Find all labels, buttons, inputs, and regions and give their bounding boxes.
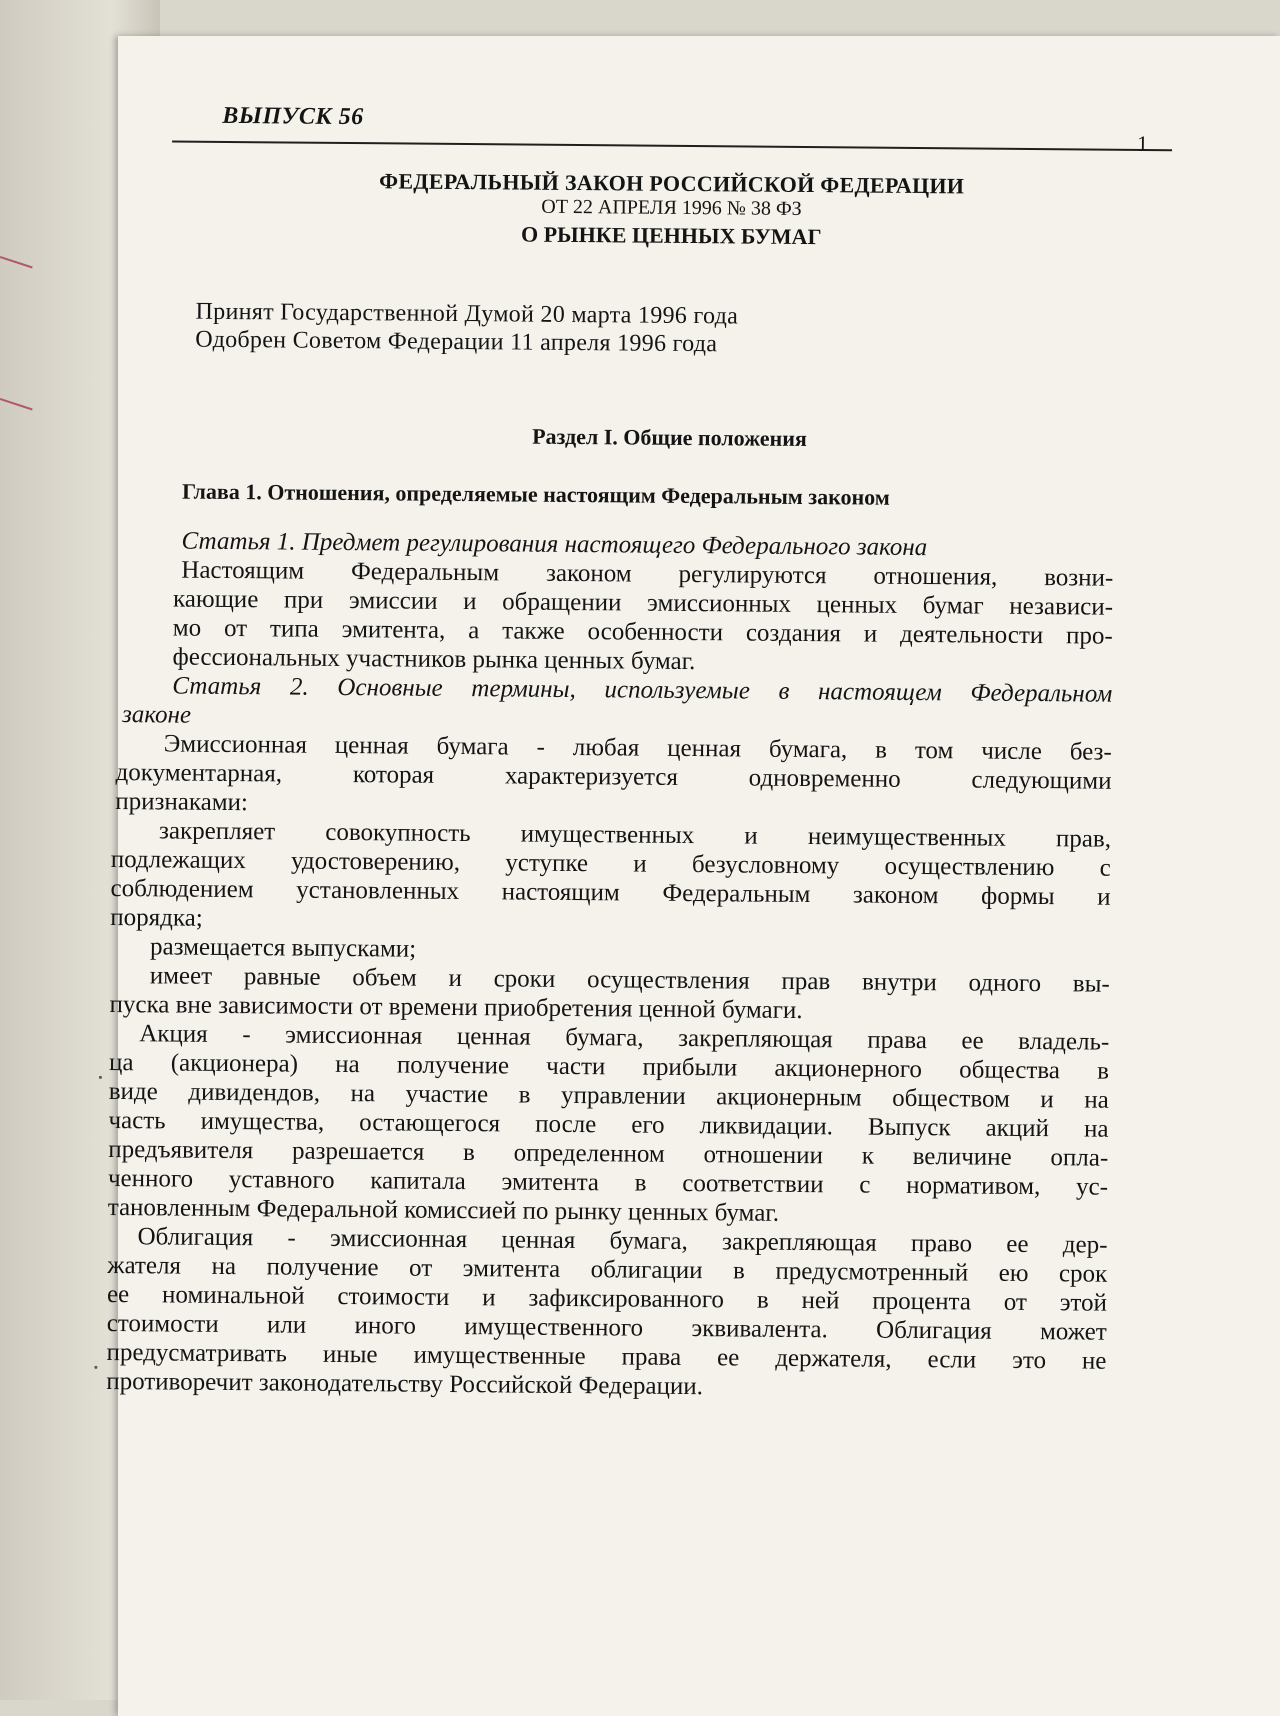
body-line: предусматривать иные имущественные права ее держателя, если это не [106, 1338, 1107, 1375]
body-line: ее номинальной стоимости и зафиксированного в ней процента от этой [106, 1280, 1108, 1317]
margin-mark [0, 256, 33, 268]
law-subject: О РЫНКЕ ЦЕННЫХ БУМАГ [520, 221, 822, 250]
document-page [106, 36, 1280, 1716]
body-line: противоречит законодательству Российской Федерации. [106, 1367, 704, 1401]
body-line: Эмиссионная ценная бумага - любая ценная бумага, в том числе без- [163, 730, 1112, 766]
section-heading: Раздел I. Общие положения [532, 423, 807, 452]
body-line: виде дивидендов, на участие в управлении акционерным обществом и на [108, 1077, 1109, 1114]
body-line: закрепляет совокупность имущественных и неимущественных прав, [158, 817, 1112, 853]
body-line: размещается выпусками; [149, 933, 417, 963]
law-body-text [106, 526, 1114, 1405]
body-line: пуска вне зависимости от времени приобретения ценной бумаги. [109, 990, 803, 1025]
header-rule [172, 140, 1172, 151]
article-2-heading-cont: законе [121, 701, 192, 729]
approved-by-council: Одобрен Советом Федерации 11 апреля 1996 года [195, 326, 718, 358]
body-line: документарная, которая характеризуется одновременно следующими [115, 759, 1112, 795]
article-2-heading: Статья 2. Основные термины, используемые в настоящем Федеральном [172, 672, 1113, 708]
body-line: соблюдением установленных настоящим Федеральным законом формы и [110, 874, 1111, 911]
article-1-heading: Статья 1. Предмет регулирования настоящего Федерального закона [181, 527, 928, 562]
body-line: порядка; [110, 903, 203, 932]
body-line: стоимости или иного имущественного эквивалента. Облигация может [106, 1309, 1107, 1346]
body-line: имеет равные объем и сроки осуществления прав внутри одного вы- [149, 962, 1110, 998]
body-line: подлежащих удостоверению, уступке и безусловному осуществлению с [110, 845, 1111, 882]
page-content [103, 36, 1279, 1710]
body-line: часть имущества, остающегося после его ликвидации. Выпуск акций на [108, 1106, 1109, 1143]
chapter-heading: Глава 1. Отношения, определяемые настоящим Федеральным законом [181, 478, 890, 510]
body-line: кающие при эмиссии и обращении эмиссионных ценных бумаг независи- [172, 585, 1114, 621]
page-number: 1 [1136, 130, 1149, 156]
body-line: признаками: [115, 788, 249, 817]
body-line: Акция - эмиссионная ценная бумага, закрепляющая права ее владель- [139, 1020, 1110, 1056]
body-line: фессиональных участников рынка ценных бумаг. [172, 643, 696, 676]
adopted-by-duma: Принят Государственной Думой 20 марта 1996 года [195, 298, 739, 330]
body-line: Облигация - эмиссионная ценная бумага, закрепляющая право ее дер- [137, 1223, 1108, 1259]
body-line: мо от типа эмитента, а также особенности создания и деятельности про- [172, 614, 1113, 650]
body-line: тановленным Федеральной комиссией по рынку ценных бумаг. [107, 1193, 780, 1227]
margin-mark [0, 398, 33, 410]
body-line: Настоящим Федеральным законом регулируются отношения, возни- [181, 556, 1114, 592]
law-title: ФЕДЕРАЛЬНЫЙ ЗАКОН РОССИЙСКОЙ ФЕДЕРАЦИИ [379, 168, 965, 199]
body-line: предъявителя разрешается в определенном отношении к величине опла- [108, 1135, 1109, 1172]
body-line: ца (акционера) на получение части прибыли акционерного общества в [108, 1048, 1110, 1085]
paper-speck [94, 1366, 97, 1369]
issue-label: ВЫПУСК 56 [222, 102, 364, 131]
paper-speck [99, 1076, 102, 1079]
body-line: ченного уставного капитала эмитента в соответствии с нормативом, ус- [107, 1164, 1109, 1201]
law-date-number: ОТ 22 АПРЕЛЯ 1996 № 38 ФЗ [541, 195, 802, 220]
body-line: жателя на получение от эмитента облигации в предусмотренный ею срок [107, 1251, 1108, 1288]
